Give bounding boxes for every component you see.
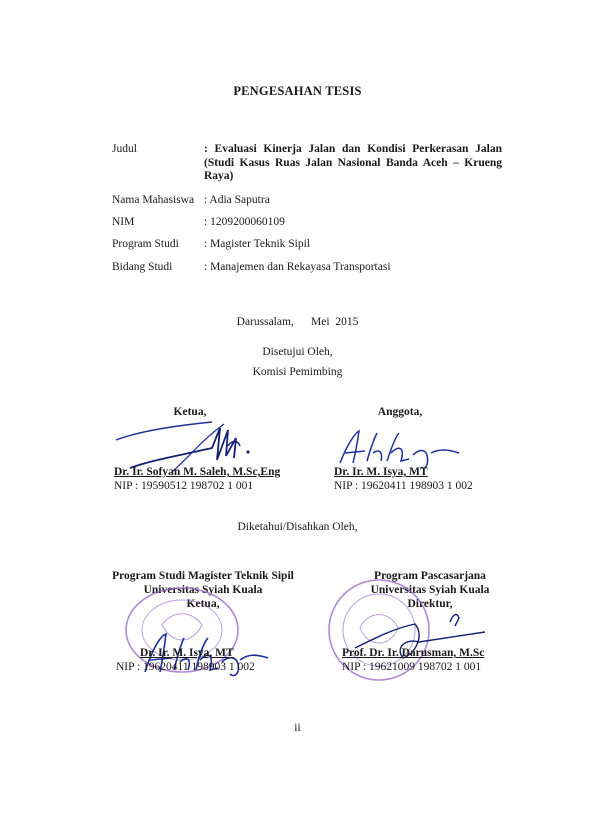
page-number: ii xyxy=(294,722,301,734)
right-official-nip: NIP : 19621009 198702 1 001 xyxy=(342,661,482,673)
left-role: Ketua, xyxy=(186,598,220,610)
field-label: Program Studi xyxy=(112,238,179,250)
left-official-name: Dr. Ir. M. Isya, MT xyxy=(140,647,234,659)
field-label: Nama Mahasiswa xyxy=(112,194,195,206)
field-value: : Evaluasi Kinerja Jalan dan Kondisi Perkerasan Jalan (Studi Kasus Ruas Jalan Nasional Banda Aceh – Krueng Raya) xyxy=(204,143,502,182)
left-official-nip: NIP : 19620411 198903 1 002 xyxy=(116,661,255,673)
field-value: : 1209200060109 xyxy=(204,216,285,228)
acknowledged-by: Diketahui/Disahkan Oleh, xyxy=(237,521,358,533)
document-title: PENGESAHAN TESIS xyxy=(233,84,362,98)
left-institution-line2: Universitas Syiah Kuala xyxy=(143,584,263,596)
field-value: : Adia Saputra xyxy=(204,194,270,206)
anggota-name: Dr. Ir. M. Isya, MT xyxy=(334,466,428,478)
anggota-nip: NIP : 19620411 198903 1 002 xyxy=(334,480,473,492)
ketua-nip: NIP : 19590512 198702 1 001 xyxy=(114,480,254,492)
field-value: : Manajemen dan Rekayasa Transportasi xyxy=(204,261,391,273)
right-role: Direktur, xyxy=(407,598,453,610)
right-official-name: Prof. Dr. Ir. Darusman, M.Sc xyxy=(342,647,485,659)
field-label: NIM xyxy=(112,216,135,228)
date-line: Darussalam, Mei 2015 xyxy=(236,316,359,328)
field-label: Judul xyxy=(112,143,137,155)
anggota-signature xyxy=(335,425,465,470)
right-institution-line1: Program Pascasarjana xyxy=(374,570,486,582)
ketua-name: Dr. Ir. Sofyan M. Saleh, M.Sc,Eng xyxy=(114,466,281,478)
anggota-role: Anggota, xyxy=(377,406,423,418)
approved-by: Disetujui Oleh, xyxy=(262,346,333,358)
ketua-role: Ketua, xyxy=(173,406,207,418)
committee-label: Komisi Pemimbing xyxy=(252,366,343,378)
field-value: : Magister Teknik Sipil xyxy=(204,238,310,250)
field-label: Bidang Studi xyxy=(112,261,173,273)
left-institution-line1: Program Studi Magister Teknik Sipil xyxy=(112,570,294,582)
right-institution-line2: Universitas Syiah Kuala xyxy=(370,584,490,596)
